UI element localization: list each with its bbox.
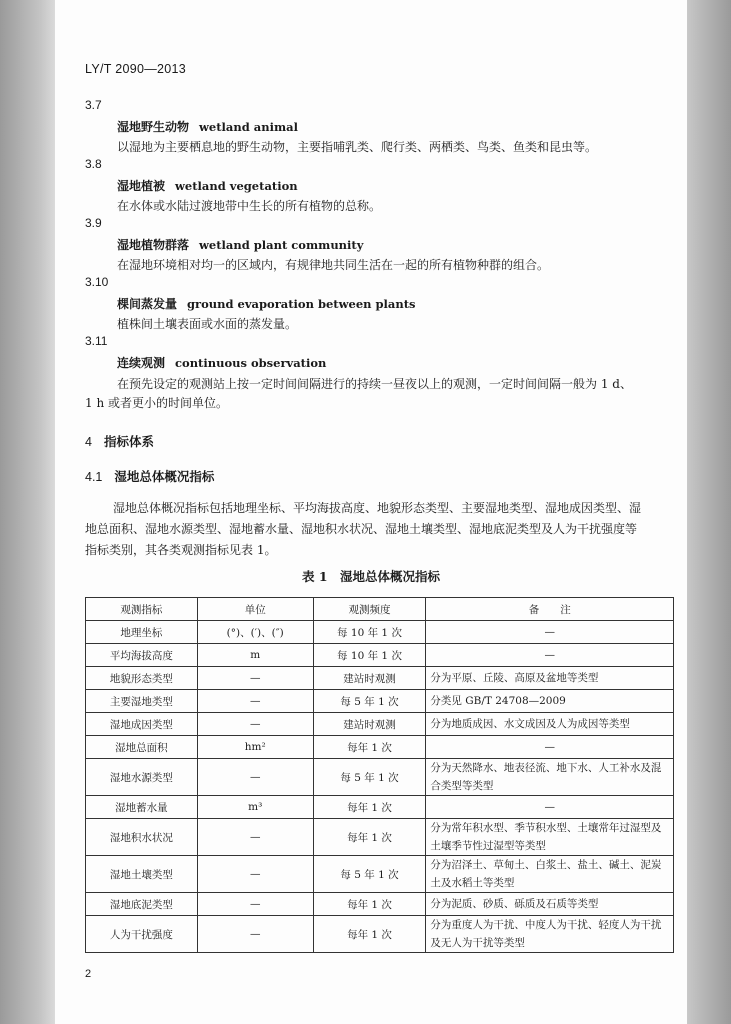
paragraph-line: 地总面积、湿地水源类型、湿地蓄水量、湿地积水状况、湿地土壤类型、湿地底泥类型及人为干扰强度等 bbox=[85, 522, 638, 536]
table-header-row bbox=[86, 598, 674, 621]
remark-cell: 分为重度人为干扰、中度人为干扰、轻度人为干扰及无人为干扰等类型 bbox=[426, 916, 674, 953]
remark-cell: 分为平原、丘陵、高原及盆地等类型 bbox=[426, 667, 674, 690]
frequency-cell: 每年 1 次 bbox=[313, 893, 426, 916]
table-row bbox=[86, 916, 674, 953]
subsection-number: 4.1 bbox=[85, 470, 103, 484]
indicator-table bbox=[85, 597, 674, 953]
frequency-cell: 每 10 年 1 次 bbox=[313, 644, 426, 667]
remark-cell: 分类见 GB/T 24708—2009 bbox=[426, 690, 674, 713]
table-row bbox=[86, 667, 674, 690]
term-en: wetland animal bbox=[199, 120, 298, 134]
table-row bbox=[86, 893, 674, 916]
frequency-cell: 建站时观测 bbox=[313, 713, 426, 736]
term-definition-continued: 1 h 或者更小的时间单位。 bbox=[85, 396, 228, 410]
table-row bbox=[86, 856, 674, 893]
column-header: 单位 bbox=[197, 598, 313, 621]
frequency-cell: 每 5 年 1 次 bbox=[313, 856, 426, 893]
unit-cell: — bbox=[197, 819, 313, 856]
table-row bbox=[86, 796, 674, 819]
indicator-cell: 湿地成因类型 bbox=[86, 713, 198, 736]
unit-cell: hm² bbox=[197, 736, 313, 759]
unit-cell: — bbox=[197, 893, 313, 916]
term-en: ground evaporation between plants bbox=[187, 297, 416, 311]
indicator-cell: 地貌形态类型 bbox=[86, 667, 198, 690]
term-zh: 棵间蒸发量 bbox=[117, 297, 178, 311]
term-number: 3.8 bbox=[85, 157, 102, 171]
indicator-cell: 湿地水源类型 bbox=[86, 759, 198, 796]
remark-cell: — bbox=[426, 644, 674, 667]
unit-cell: — bbox=[197, 759, 313, 796]
frequency-cell: 每 5 年 1 次 bbox=[313, 759, 426, 796]
paragraph-line: 湿地总体概况指标包括地理坐标、平均海拔高度、地貌形态类型、主要湿地类型、湿地成因类型、湿 bbox=[113, 501, 642, 515]
term-en: continuous observation bbox=[175, 356, 327, 370]
section-title: 指标体系 bbox=[103, 434, 154, 449]
remark-cell: 分为沼泽土、草甸土、白浆土、盐土、碱土、泥炭土及水稻土等类型 bbox=[426, 856, 674, 893]
table-caption: 表 1 湿地总体概况指标 bbox=[301, 569, 441, 584]
paragraph-line: 指标类别，其各类观测指标见表 1。 bbox=[85, 543, 277, 557]
document-page bbox=[55, 0, 687, 1024]
term-number: 3.9 bbox=[85, 216, 102, 230]
unit-cell: m³ bbox=[197, 796, 313, 819]
term-definition: 植株间土壤表面或水面的蒸发量。 bbox=[117, 317, 298, 331]
term-number: 3.10 bbox=[85, 275, 109, 289]
term-en: wetland plant community bbox=[199, 238, 364, 252]
column-header: 观测指标 bbox=[86, 598, 198, 621]
indicator-cell: 湿地蓄水量 bbox=[86, 796, 198, 819]
subsection-heading bbox=[85, 467, 214, 485]
table-row bbox=[86, 736, 674, 759]
term-title bbox=[117, 295, 416, 312]
term-definition: 在预先设定的观测站上按一定时间间隔进行的持续一昼夜以上的观测，一定时间间隔一般为 1 d、 bbox=[117, 377, 632, 391]
frequency-cell: 每 10 年 1 次 bbox=[313, 621, 426, 644]
remark-cell: — bbox=[426, 621, 674, 644]
table-row bbox=[86, 759, 674, 796]
frequency-cell: 每年 1 次 bbox=[313, 819, 426, 856]
unit-cell: — bbox=[197, 916, 313, 953]
frequency-cell: 每年 1 次 bbox=[313, 736, 426, 759]
unit-cell: — bbox=[197, 667, 313, 690]
body-paragraph bbox=[85, 498, 675, 561]
unit-cell: — bbox=[197, 713, 313, 736]
table-row bbox=[86, 621, 674, 644]
standard-code-header: LY/T 2090—2013 bbox=[85, 62, 187, 76]
indicator-cell: 主要湿地类型 bbox=[86, 690, 198, 713]
remark-cell: 分为天然降水、地表径流、地下水、人工补水及混合类型等类型 bbox=[426, 759, 674, 796]
frequency-cell: 每年 1 次 bbox=[313, 916, 426, 953]
remark-cell: — bbox=[426, 736, 674, 759]
frequency-cell: 建站时观测 bbox=[313, 667, 426, 690]
unit-cell: m bbox=[197, 644, 313, 667]
remark-cell: 分为地质成因、水文成因及人为成因等类型 bbox=[426, 713, 674, 736]
column-header: 备 注 bbox=[426, 598, 674, 621]
frequency-cell: 每年 1 次 bbox=[313, 796, 426, 819]
section-number: 4 bbox=[85, 435, 92, 449]
indicator-cell: 人为干扰强度 bbox=[86, 916, 198, 953]
remark-cell: 分为常年积水型、季节积水型、土壤常年过湿型及土壤季节性过湿型等类型 bbox=[426, 819, 674, 856]
column-header: 观测频度 bbox=[313, 598, 426, 621]
unit-cell: — bbox=[197, 856, 313, 893]
unit-cell: — bbox=[197, 690, 313, 713]
table-row bbox=[86, 690, 674, 713]
term-title bbox=[117, 236, 363, 253]
term-definition: 以湿地为主要栖息地的野生动物，主要指哺乳类、爬行类、两栖类、鸟类、鱼类和昆虫等。 bbox=[117, 140, 598, 154]
indicator-cell: 湿地积水状况 bbox=[86, 819, 198, 856]
term-en: wetland vegetation bbox=[175, 179, 298, 193]
term-definition: 在水体或水陆过渡地带中生长的所有植物的总称。 bbox=[117, 199, 382, 213]
subsection-title: 湿地总体概况指标 bbox=[114, 469, 215, 484]
term-zh: 湿地野生动物 bbox=[117, 120, 190, 134]
term-zh: 湿地植物群落 bbox=[117, 238, 190, 252]
indicator-cell: 湿地底泥类型 bbox=[86, 893, 198, 916]
section-heading bbox=[85, 432, 154, 450]
table-row bbox=[86, 644, 674, 667]
frequency-cell: 每 5 年 1 次 bbox=[313, 690, 426, 713]
indicator-cell: 地理坐标 bbox=[86, 621, 198, 644]
remark-cell: — bbox=[426, 796, 674, 819]
term-zh: 连续观测 bbox=[117, 356, 166, 370]
unit-cell: (°)、(′)、(″) bbox=[197, 621, 313, 644]
page-number: 2 bbox=[85, 968, 92, 980]
table-row bbox=[86, 819, 674, 856]
remark-cell: 分为泥质、砂质、砾质及石质等类型 bbox=[426, 893, 674, 916]
indicator-cell: 湿地总面积 bbox=[86, 736, 198, 759]
indicator-cell: 湿地土壤类型 bbox=[86, 856, 198, 893]
term-zh: 湿地植被 bbox=[117, 179, 166, 193]
indicator-cell: 平均海拔高度 bbox=[86, 644, 198, 667]
term-title bbox=[117, 118, 298, 135]
term-title bbox=[117, 354, 326, 371]
term-title bbox=[117, 177, 298, 194]
term-number: 3.11 bbox=[85, 334, 108, 348]
term-definition: 在湿地环境相对均一的区域内，有规律地共同生活在一起的所有植物种群的组合。 bbox=[117, 258, 550, 272]
term-number: 3.7 bbox=[85, 98, 102, 112]
table-row bbox=[86, 713, 674, 736]
